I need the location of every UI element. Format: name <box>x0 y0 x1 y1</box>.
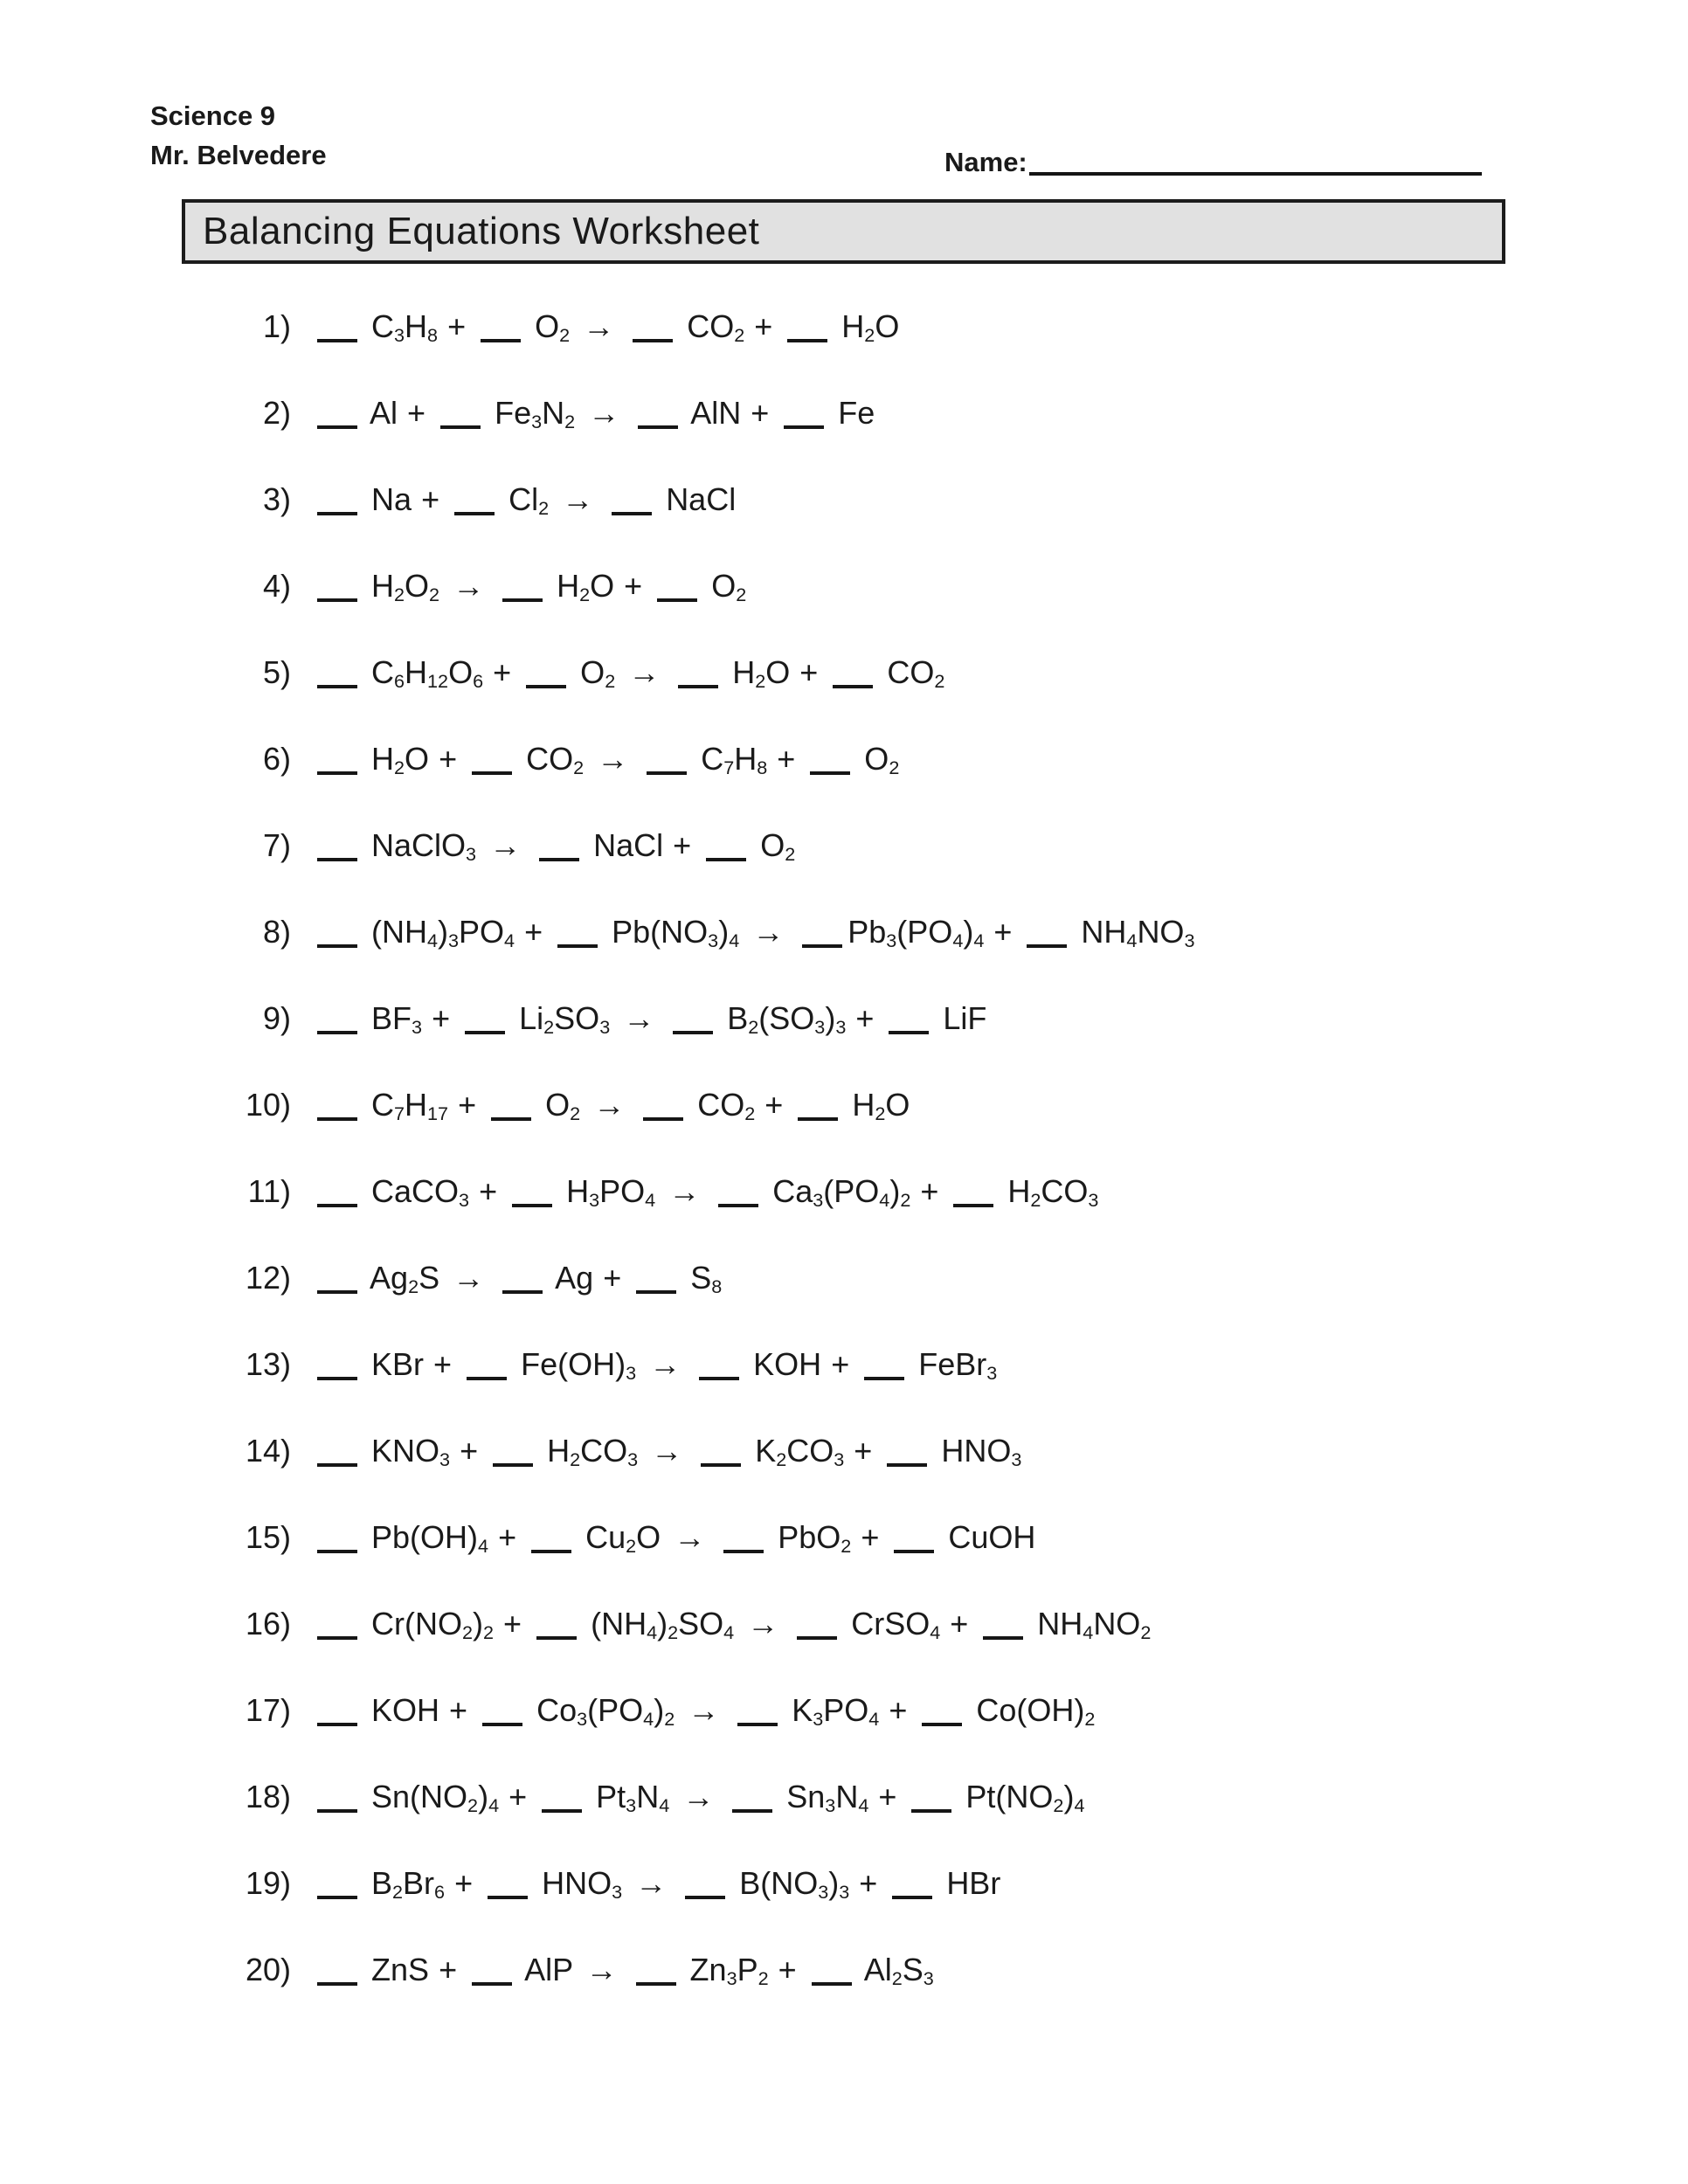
equation-row <box>0 543 1688 629</box>
chemical-formula: $H_2CO_3$ <box>1007 1172 1099 1211</box>
equation-row <box>0 1753 1688 1840</box>
coefficient-blank[interactable] <box>512 1204 552 1207</box>
chemical-formula: $O_2$ <box>580 653 616 692</box>
coefficient-blank[interactable] <box>1027 944 1067 948</box>
chemical-formula: $Co_3(PO_4)_2$ <box>536 1691 675 1730</box>
plus-sign: + <box>508 1778 528 1814</box>
equation-list <box>0 283 1688 2013</box>
coefficient-blank[interactable] <box>317 1636 357 1640</box>
chemical-formula: $(NH_4)_3PO_4$ <box>371 913 515 951</box>
equation-text <box>312 1779 1084 1815</box>
chemical-formula: $K_3PO_4$ <box>792 1691 880 1730</box>
coefficient-blank[interactable] <box>502 598 543 602</box>
chemical-formula: $Co(OH)_2$ <box>976 1691 1096 1730</box>
chemical-formula: $Al_2S_3$ <box>863 1951 934 1989</box>
equation-number: 7) <box>262 826 291 863</box>
equation-row <box>0 1321 1688 1407</box>
plus-sign: + <box>861 1518 880 1555</box>
chemical-formula: $Pb(OH)_4$ <box>371 1518 489 1557</box>
coefficient-blank[interactable] <box>317 858 357 861</box>
coefficient-blank[interactable] <box>467 1377 507 1380</box>
plus-sign: + <box>859 1864 878 1901</box>
chemical-formula: $CO_2$ <box>526 740 585 778</box>
coefficient-blank[interactable] <box>864 1377 904 1380</box>
chemical-formula: $KNO_3$ <box>371 1432 451 1470</box>
equation-text <box>312 568 746 605</box>
coefficient-blank[interactable] <box>612 512 652 515</box>
plus-sign: + <box>439 1951 458 1987</box>
course-label: Science 9 <box>150 100 276 131</box>
plus-sign: + <box>889 1691 908 1728</box>
equation-number: 8) <box>262 913 291 950</box>
chemical-formula: $Cr(NO_2)_2$ <box>371 1605 495 1643</box>
coefficient-blank[interactable] <box>784 425 824 429</box>
chemical-formula: $NH_4NO_2$ <box>1037 1605 1152 1643</box>
equation-number: 19) <box>245 1864 291 1901</box>
equation-row <box>0 888 1688 975</box>
equation-text <box>312 1606 1151 1642</box>
equation-row <box>0 1234 1688 1321</box>
equation-text <box>312 741 899 778</box>
chemical-formula: AlN <box>690 394 742 431</box>
chemical-formula: $H_2O$ <box>371 740 430 778</box>
chemical-formula: $Pb(NO_3)_4$ <box>612 913 740 951</box>
coefficient-blank[interactable] <box>810 771 850 775</box>
chemical-formula: ZnS <box>371 1951 430 1987</box>
chemical-formula: FeBr$_3$ <box>918 1345 998 1384</box>
arrow-icon: → <box>453 567 485 604</box>
chemical-formula: $B_2(SO_3)_3$ <box>727 999 847 1038</box>
equation-number: 15) <box>245 1518 291 1555</box>
arrow-icon: → <box>635 1864 668 1901</box>
arrow-icon: → <box>674 1518 706 1555</box>
chemical-formula: $Sn_3N_4$ <box>786 1778 869 1816</box>
coefficient-blank[interactable] <box>812 1982 852 1986</box>
coefficient-blank[interactable] <box>797 1636 837 1640</box>
chemical-formula: $Pt_3N_4$ <box>596 1778 670 1816</box>
coefficient-blank[interactable] <box>953 1204 993 1207</box>
coefficient-blank[interactable] <box>699 1377 739 1380</box>
arrow-icon: → <box>747 1605 779 1641</box>
arrow-icon: → <box>649 1345 681 1382</box>
plus-sign: + <box>831 1345 850 1382</box>
coefficient-blank[interactable] <box>706 858 746 861</box>
chemical-formula: $Sn(NO_2)_4$ <box>371 1778 500 1816</box>
coefficient-blank[interactable] <box>317 425 357 429</box>
plus-sign: + <box>498 1518 517 1555</box>
plus-sign: + <box>503 1605 522 1641</box>
equation-number: 1) <box>262 308 291 344</box>
coefficient-blank[interactable] <box>317 685 357 688</box>
coefficient-blank[interactable] <box>542 1809 582 1813</box>
coefficient-blank[interactable] <box>701 1463 741 1467</box>
plus-sign: + <box>754 308 773 344</box>
chemical-formula: Ag <box>555 1259 594 1296</box>
coefficient-blank[interactable] <box>493 1463 533 1467</box>
arrow-icon: → <box>453 1259 485 1296</box>
equation-text <box>312 1519 1035 1556</box>
plus-sign: + <box>777 740 796 777</box>
equation-row <box>0 283 1688 370</box>
coefficient-blank[interactable] <box>317 1550 357 1553</box>
coefficient-blank[interactable] <box>787 339 827 342</box>
plus-sign: + <box>407 394 426 431</box>
equation-number: 12) <box>245 1259 291 1296</box>
chemical-formula: $CO_2$ <box>697 1086 756 1124</box>
chemical-formula: $Zn_3P_2$ <box>689 1951 769 1989</box>
coefficient-blank[interactable] <box>539 858 579 861</box>
equation-row <box>0 975 1688 1061</box>
equation-number: 17) <box>245 1691 291 1728</box>
arrow-icon: → <box>668 1172 701 1209</box>
equation-text <box>312 654 944 691</box>
coefficient-blank[interactable] <box>673 1031 713 1034</box>
chemical-formula: PbO$_2$ <box>778 1518 852 1557</box>
coefficient-blank[interactable] <box>481 339 521 342</box>
equation-number: 2) <box>262 394 291 431</box>
equation-number: 10) <box>245 1086 291 1123</box>
equation-text <box>312 481 736 518</box>
arrow-icon: → <box>682 1778 715 1814</box>
equation-number: 11) <box>247 1172 291 1209</box>
chemical-formula: $H_2O_2$ <box>371 567 440 605</box>
equation-text <box>312 395 875 432</box>
name-input-line[interactable] <box>1029 172 1482 176</box>
equation-row <box>0 802 1688 888</box>
coefficient-blank[interactable] <box>472 1982 512 1986</box>
coefficient-blank[interactable] <box>526 685 566 688</box>
arrow-icon: → <box>623 999 655 1036</box>
coefficient-blank[interactable] <box>643 1117 683 1121</box>
equation-text <box>312 827 795 864</box>
plus-sign: + <box>920 1172 939 1209</box>
plus-sign: + <box>439 740 458 777</box>
chemical-formula: $Pb_3(PO_4)_4$ <box>847 913 985 951</box>
chemical-formula: $(NH_4)_2SO_4$ <box>591 1605 735 1643</box>
teacher-label: Mr. Belvedere <box>150 140 327 170</box>
coefficient-blank[interactable] <box>317 1809 357 1813</box>
coefficient-blank[interactable] <box>465 1031 505 1034</box>
equation-row <box>0 1407 1688 1494</box>
equation-text <box>312 1260 722 1296</box>
equation-number: 14) <box>245 1432 291 1469</box>
chemical-formula: $B(NO_3)_3$ <box>739 1864 850 1903</box>
equation-text <box>312 1692 1095 1729</box>
coefficient-blank[interactable] <box>911 1809 951 1813</box>
plus-sign: + <box>950 1605 969 1641</box>
plus-sign: + <box>764 1086 784 1123</box>
coefficient-blank[interactable] <box>983 1636 1023 1640</box>
coefficient-blank[interactable] <box>894 1550 934 1553</box>
chemical-formula: CrSO$_4$ <box>851 1605 941 1643</box>
plus-sign: + <box>454 1864 474 1901</box>
plus-sign: + <box>460 1432 479 1469</box>
coefficient-blank[interactable] <box>317 1117 357 1121</box>
plus-sign: + <box>603 1259 622 1296</box>
coefficient-blank[interactable] <box>472 771 512 775</box>
equation-number: 20) <box>245 1951 291 1987</box>
coefficient-blank[interactable] <box>678 685 718 688</box>
chemical-formula: $H_3PO_4$ <box>566 1172 656 1211</box>
arrow-icon: → <box>597 740 629 777</box>
coefficient-blank[interactable] <box>798 1117 838 1121</box>
plus-sign: + <box>993 913 1013 950</box>
equation-row <box>0 629 1688 715</box>
chemical-formula: $HNO_3$ <box>941 1432 1022 1470</box>
chemical-formula: $Pt(NO_2)_4$ <box>965 1778 1085 1816</box>
chemical-formula: HBr <box>946 1864 1001 1901</box>
plus-sign: + <box>878 1778 897 1814</box>
chemical-formula: $Fe_3N_2$ <box>495 394 576 432</box>
equation-row <box>0 1061 1688 1148</box>
coefficient-blank[interactable] <box>922 1723 962 1726</box>
coefficient-blank[interactable] <box>317 1377 357 1380</box>
chemical-formula: $CO_2$ <box>887 653 945 692</box>
coefficient-blank[interactable] <box>685 1896 725 1899</box>
arrow-icon: → <box>585 1951 618 1987</box>
chemical-formula: NaCl <box>666 480 737 517</box>
chemical-formula: $O_2$ <box>864 740 900 778</box>
equation-number: 6) <box>262 740 291 777</box>
chemical-formula: $H_2O$ <box>732 653 791 692</box>
coefficient-blank[interactable] <box>317 1896 357 1899</box>
coefficient-blank[interactable] <box>531 1550 571 1553</box>
coefficient-blank[interactable] <box>638 425 678 429</box>
chemical-formula: $Cl_2$ <box>508 480 550 519</box>
coefficient-blank[interactable] <box>488 1896 528 1899</box>
coefficient-blank[interactable] <box>889 1031 929 1034</box>
plus-sign: + <box>778 1951 797 1987</box>
chemical-formula: $BF_3$ <box>371 999 423 1038</box>
coefficient-blank[interactable] <box>633 339 673 342</box>
plus-sign: + <box>855 999 875 1036</box>
coefficient-blank[interactable] <box>636 1290 676 1294</box>
coefficient-blank[interactable] <box>491 1117 531 1121</box>
equation-text <box>312 308 899 345</box>
coefficient-blank[interactable] <box>502 1290 543 1294</box>
plus-sign: + <box>524 913 543 950</box>
chemical-formula: NaCl <box>593 826 664 863</box>
page-title: Balancing Equations Worksheet <box>203 210 760 252</box>
plus-sign: + <box>421 480 440 517</box>
chemical-formula: $Li_2SO_3$ <box>519 999 611 1038</box>
coefficient-blank[interactable] <box>482 1723 522 1726</box>
chemical-formula: $C_3H_8$ <box>371 308 439 346</box>
plus-sign: + <box>449 1691 468 1728</box>
equation-number: 18) <box>245 1778 291 1814</box>
coefficient-blank[interactable] <box>892 1896 932 1899</box>
chemical-formula: KBr <box>371 1345 425 1382</box>
name-block <box>944 147 1482 178</box>
equation-row <box>0 1494 1688 1580</box>
coefficient-blank[interactable] <box>536 1636 577 1640</box>
coefficient-blank[interactable] <box>737 1723 778 1726</box>
chemical-formula: NaClO$_3$ <box>371 826 477 865</box>
coefficient-blank[interactable] <box>317 339 357 342</box>
equation-row <box>0 715 1688 802</box>
equation-row <box>0 370 1688 456</box>
coefficient-blank[interactable] <box>887 1463 927 1467</box>
plus-sign: + <box>458 1086 477 1123</box>
coefficient-blank[interactable] <box>317 1290 357 1294</box>
equation-row <box>0 1580 1688 1667</box>
chemical-formula: $C_6H_{12}O_6$ <box>371 653 484 692</box>
arrow-icon: → <box>562 480 594 517</box>
chemical-formula: $HNO_3$ <box>542 1864 623 1903</box>
chemical-formula: $B_2Br_6$ <box>371 1864 446 1903</box>
chemical-formula: $H_2O$ <box>557 567 615 605</box>
chemical-formula: AlP <box>524 1951 573 1987</box>
plus-sign: + <box>432 999 451 1036</box>
equation-text <box>312 1346 997 1383</box>
coefficient-blank[interactable] <box>657 598 697 602</box>
coefficient-blank[interactable] <box>317 771 357 775</box>
plus-sign: + <box>479 1172 498 1209</box>
chemical-formula: $H_2O$ <box>841 308 900 346</box>
chemical-formula: $C_7H_8$ <box>701 740 768 778</box>
equation-text <box>312 1952 934 1988</box>
arrow-icon: → <box>583 308 615 344</box>
coefficient-blank[interactable] <box>557 944 598 948</box>
name-label: Name: <box>944 147 1027 177</box>
plus-sign: + <box>624 567 643 604</box>
coefficient-blank[interactable] <box>833 685 873 688</box>
coefficient-blank[interactable] <box>723 1550 764 1553</box>
arrow-icon: → <box>688 1691 720 1728</box>
equation-text <box>312 1865 1000 1902</box>
chemical-formula: $Fe(OH)_3$ <box>521 1345 637 1384</box>
equation-number: 16) <box>245 1605 291 1641</box>
equation-number: 13) <box>245 1345 291 1382</box>
plus-sign: + <box>854 1432 873 1469</box>
header-block <box>150 96 327 175</box>
plus-sign: + <box>433 1345 453 1382</box>
chemical-formula: Al <box>370 394 398 431</box>
coefficient-blank[interactable] <box>317 1031 357 1034</box>
chemical-formula: $Ag_2S$ <box>370 1259 440 1297</box>
chemical-formula: LiF <box>943 999 987 1036</box>
coefficient-blank[interactable] <box>440 425 481 429</box>
coefficient-blank[interactable] <box>718 1204 758 1207</box>
coefficient-blank[interactable] <box>802 944 842 948</box>
plus-sign: + <box>799 653 819 690</box>
chemical-formula: $O_2$ <box>545 1086 581 1124</box>
equation-text <box>312 1173 1098 1210</box>
chemical-formula: $O_2$ <box>760 826 796 865</box>
coefficient-blank[interactable] <box>317 598 357 602</box>
arrow-icon: → <box>752 913 785 950</box>
arrow-icon: → <box>593 1086 626 1123</box>
chemical-formula: KOH <box>371 1691 440 1728</box>
coefficient-blank[interactable] <box>636 1982 676 1986</box>
chemical-formula: $Cu_2O$ <box>585 1518 661 1557</box>
equation-row <box>0 1667 1688 1753</box>
equation-number: 3) <box>262 480 291 517</box>
equation-text <box>312 1000 986 1037</box>
coefficient-blank[interactable] <box>454 512 495 515</box>
chemical-formula: $O_2$ <box>711 567 747 605</box>
chemical-formula: Na <box>371 480 412 517</box>
coefficient-blank[interactable] <box>647 771 687 775</box>
equation-row <box>0 1840 1688 1926</box>
equation-row <box>0 456 1688 543</box>
equation-text <box>312 914 1194 950</box>
plus-sign: + <box>447 308 467 344</box>
equation-text <box>312 1087 910 1123</box>
coefficient-blank[interactable] <box>732 1809 772 1813</box>
equation-row <box>0 1926 1688 2013</box>
arrow-icon: → <box>588 394 620 431</box>
equation-number: 4) <box>262 567 291 604</box>
arrow-icon: → <box>628 653 661 690</box>
coefficient-blank[interactable] <box>317 1204 357 1207</box>
chemical-formula: $H_2CO_3$ <box>547 1432 639 1470</box>
chemical-formula: KOH <box>753 1345 822 1382</box>
equation-number: 9) <box>262 999 291 1036</box>
plus-sign: + <box>751 394 770 431</box>
chemical-formula: $NH_4NO_3$ <box>1081 913 1195 951</box>
chemical-formula: $H_2O$ <box>852 1086 910 1124</box>
chemical-formula: $Ca_3(PO_4)_2$ <box>772 1172 911 1211</box>
worksheet-title-box <box>182 199 1505 264</box>
equation-number: 5) <box>262 653 291 690</box>
chemical-formula: CuOH <box>948 1518 1036 1555</box>
coefficient-blank[interactable] <box>317 512 357 515</box>
chemical-formula: CaCO$_3$ <box>371 1172 470 1211</box>
equation-row <box>0 1148 1688 1234</box>
chemical-formula: $S_8$ <box>690 1259 723 1297</box>
coefficient-blank[interactable] <box>317 1982 357 1986</box>
arrow-icon: → <box>489 826 522 863</box>
coefficient-blank[interactable] <box>317 1723 357 1726</box>
chemical-formula: $C_7H_{17}$ <box>371 1086 449 1124</box>
chemical-formula: Fe <box>838 394 875 431</box>
chemical-formula: $K_2CO_3$ <box>755 1432 845 1470</box>
plus-sign: + <box>673 826 692 863</box>
arrow-icon: → <box>651 1432 683 1469</box>
plus-sign: + <box>493 653 512 690</box>
equation-text <box>312 1433 1021 1469</box>
chemical-formula: $O_2$ <box>535 308 571 346</box>
coefficient-blank[interactable] <box>317 1463 357 1467</box>
coefficient-blank[interactable] <box>317 944 357 948</box>
chemical-formula: $CO_2$ <box>687 308 745 346</box>
